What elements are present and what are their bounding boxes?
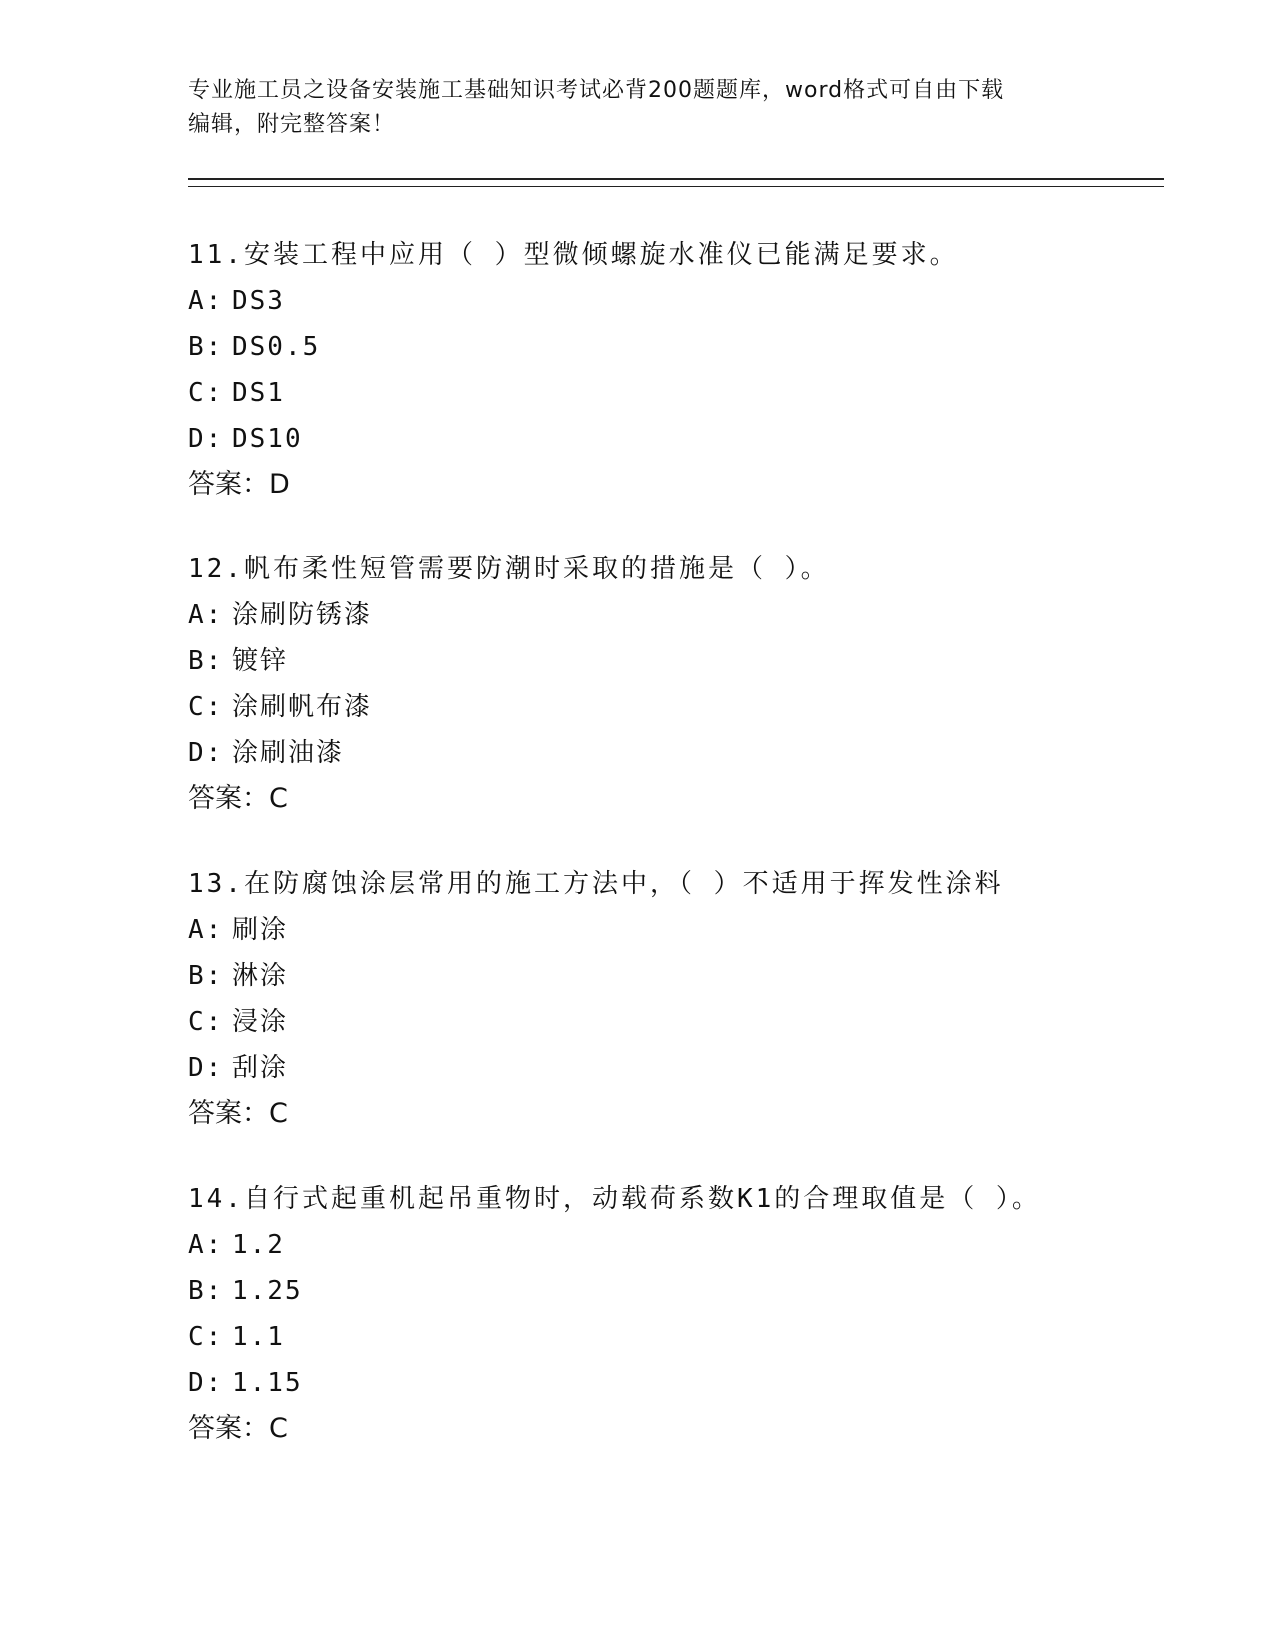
- option-text: 1.25: [232, 1276, 303, 1306]
- option-letter: C:: [188, 1322, 224, 1352]
- option-d: [188, 416, 1188, 462]
- option-letter: B:: [188, 1276, 224, 1306]
- option-b: [188, 638, 1188, 684]
- answer-prefix: 答案：: [188, 1413, 269, 1444]
- answer-line: [188, 776, 1188, 822]
- option-text: 1.2: [232, 1230, 285, 1260]
- option-letter: A:: [188, 286, 224, 316]
- option-c: [188, 684, 1188, 730]
- option-c: [188, 999, 1188, 1045]
- option-d: [188, 730, 1188, 776]
- option-text: 浸涂: [232, 1007, 289, 1037]
- option-c: [188, 370, 1188, 416]
- option-b: [188, 1268, 1188, 1314]
- option-letter: B:: [188, 961, 224, 991]
- option-text: DS1: [232, 378, 285, 408]
- page-header: [188, 74, 1068, 142]
- option-text: 淋涂: [232, 961, 289, 991]
- header-line-2: 编辑，附完整答案！: [188, 112, 396, 137]
- answer-value: C: [269, 1413, 288, 1444]
- option-letter: C:: [188, 378, 224, 408]
- option-letter: B:: [188, 332, 224, 362]
- option-text: 涂刷防锈漆: [232, 600, 373, 630]
- option-letter: D:: [188, 738, 224, 768]
- option-a: [188, 1222, 1188, 1268]
- option-b: [188, 953, 1188, 999]
- header-divider: [188, 178, 1164, 187]
- question-11: [188, 232, 1188, 508]
- option-a: [188, 278, 1188, 324]
- option-a: [188, 592, 1188, 638]
- option-text: 刷涂: [232, 915, 289, 945]
- option-text: DS10: [232, 424, 303, 454]
- answer-prefix: 答案：: [188, 1098, 269, 1129]
- option-text: 1.1: [232, 1322, 285, 1352]
- header-line-1: 专业施工员之设备安装施工基础知识考试必背200题题库，word格式可自由下载: [188, 78, 1005, 103]
- option-letter: B:: [188, 646, 224, 676]
- option-text: DS0.5: [232, 332, 321, 362]
- option-d: [188, 1045, 1188, 1091]
- option-letter: D:: [188, 424, 224, 454]
- question-stem: 12.帆布柔性短管需要防潮时采取的措施是（ ）。: [188, 554, 830, 584]
- option-letter: A:: [188, 1230, 224, 1260]
- option-text: 涂刷油漆: [232, 738, 345, 768]
- option-letter: C:: [188, 692, 224, 722]
- option-letter: D:: [188, 1368, 224, 1398]
- option-d: [188, 1360, 1188, 1406]
- answer-value: C: [269, 1098, 288, 1129]
- option-text: 镀锌: [232, 646, 289, 676]
- option-a: [188, 907, 1188, 953]
- option-letter: C:: [188, 1007, 224, 1037]
- question-stem: 14.自行式起重机起吊重物时，动载荷系数K1的合理取值是（ ）。: [188, 1184, 1041, 1214]
- question-12: [188, 546, 1188, 822]
- answer-value: D: [269, 469, 290, 500]
- option-letter: A:: [188, 600, 224, 630]
- answer-value: C: [269, 783, 288, 814]
- option-text: DS3: [232, 286, 285, 316]
- option-text: 1.15: [232, 1368, 303, 1398]
- option-text: 刮涂: [232, 1053, 289, 1083]
- question-stem: 13.在防腐蚀涂层常用的施工方法中，（ ）不适用于挥发性涂料: [188, 869, 1004, 899]
- option-letter: A:: [188, 915, 224, 945]
- answer-prefix: 答案：: [188, 469, 269, 500]
- question-13: [188, 861, 1188, 1137]
- option-b: [188, 324, 1188, 370]
- answer-prefix: 答案：: [188, 783, 269, 814]
- answer-line: [188, 1406, 1188, 1452]
- question-14: [188, 1176, 1188, 1452]
- option-letter: D:: [188, 1053, 224, 1083]
- option-text: 涂刷帆布漆: [232, 692, 373, 722]
- answer-line: [188, 462, 1188, 508]
- option-c: [188, 1314, 1188, 1360]
- question-stem: 11.安装工程中应用（ ）型微倾螺旋水准仪已能满足要求。: [188, 240, 959, 270]
- answer-line: [188, 1091, 1188, 1137]
